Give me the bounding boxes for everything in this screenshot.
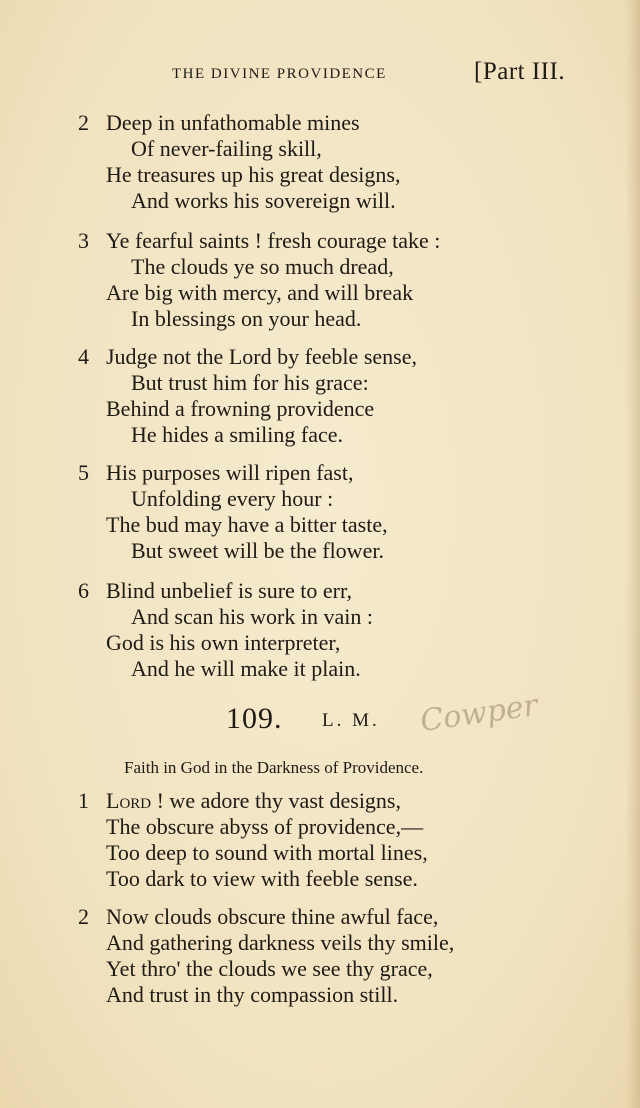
verse-line: He hides a smiling face.: [131, 422, 343, 447]
verse-line: The clouds ye so much dread,: [131, 254, 394, 279]
verse-line: Are big with mercy, and will break: [106, 280, 414, 305]
verse-line: Too deep to sound with mortal lines,: [106, 840, 428, 865]
verse-line: He treasures up his great designs,: [106, 162, 401, 187]
stanza-number: 4: [78, 344, 89, 369]
verse-line: But sweet will be the flower.: [131, 538, 384, 563]
verse-line: Judge not the Lord by feeble sense,: [106, 344, 417, 369]
verse-line: And gathering darkness veils thy smile,: [106, 930, 455, 955]
verse-line: Too dark to view with feeble sense.: [106, 866, 418, 891]
stanza-number: 5: [78, 460, 89, 485]
verse-line: And scan his work in vain :: [131, 604, 373, 629]
verse-line: Now clouds obscure thine awful face,: [106, 904, 439, 929]
stanza-number: 1: [78, 788, 89, 813]
verse-line: Of never-failing skill,: [131, 136, 322, 161]
stanza-number: 6: [78, 578, 89, 603]
verse-line: Blind unbelief is sure to err,: [106, 578, 352, 603]
running-title: THE DIVINE PROVIDENCE: [172, 66, 387, 82]
verse-line: God is his own interpreter,: [106, 630, 341, 655]
stanza-number: 2: [78, 904, 89, 929]
stanza-number: 2: [78, 110, 89, 135]
hymn-number: 109.: [226, 702, 283, 735]
verse-line: The obscure abyss of providence,—: [106, 814, 424, 839]
verse-line: But trust him for his grace:: [131, 370, 369, 395]
verse-line: In blessings on your head.: [131, 306, 362, 331]
verse-line: And he will make it plain.: [131, 656, 361, 681]
verse-line: His purposes will ripen fast,: [106, 460, 354, 485]
verse-line: Deep in unfathomable mines: [106, 110, 360, 135]
verse-line: Ye fearful saints ! fresh courage take :: [106, 228, 441, 253]
verse-line: [106, 788, 401, 814]
page-edge-shadow: [626, 0, 640, 1108]
hymn-meter: L. M.: [322, 710, 380, 731]
verse-line: And trust in thy compassion still.: [106, 982, 399, 1007]
verse-line: Unfolding every hour :: [131, 486, 334, 511]
part-label: [Part III.: [474, 58, 566, 85]
verse-line: The bud may have a bitter taste,: [106, 512, 388, 537]
hymn-subtitle: Faith in God in the Darkness of Providence.: [124, 758, 424, 777]
verse-line: And works his sovereign will.: [131, 188, 396, 213]
stanza-number: 3: [78, 228, 89, 253]
first-word: Lord: [106, 788, 152, 813]
verse-line-rest: ! we adore thy vast designs,: [151, 788, 401, 813]
verse-line: Yet thro' the clouds we see thy grace,: [106, 956, 433, 981]
verse-line: Behind a frowning providence: [106, 396, 375, 421]
handwritten-annotation: Cowper: [418, 687, 540, 740]
